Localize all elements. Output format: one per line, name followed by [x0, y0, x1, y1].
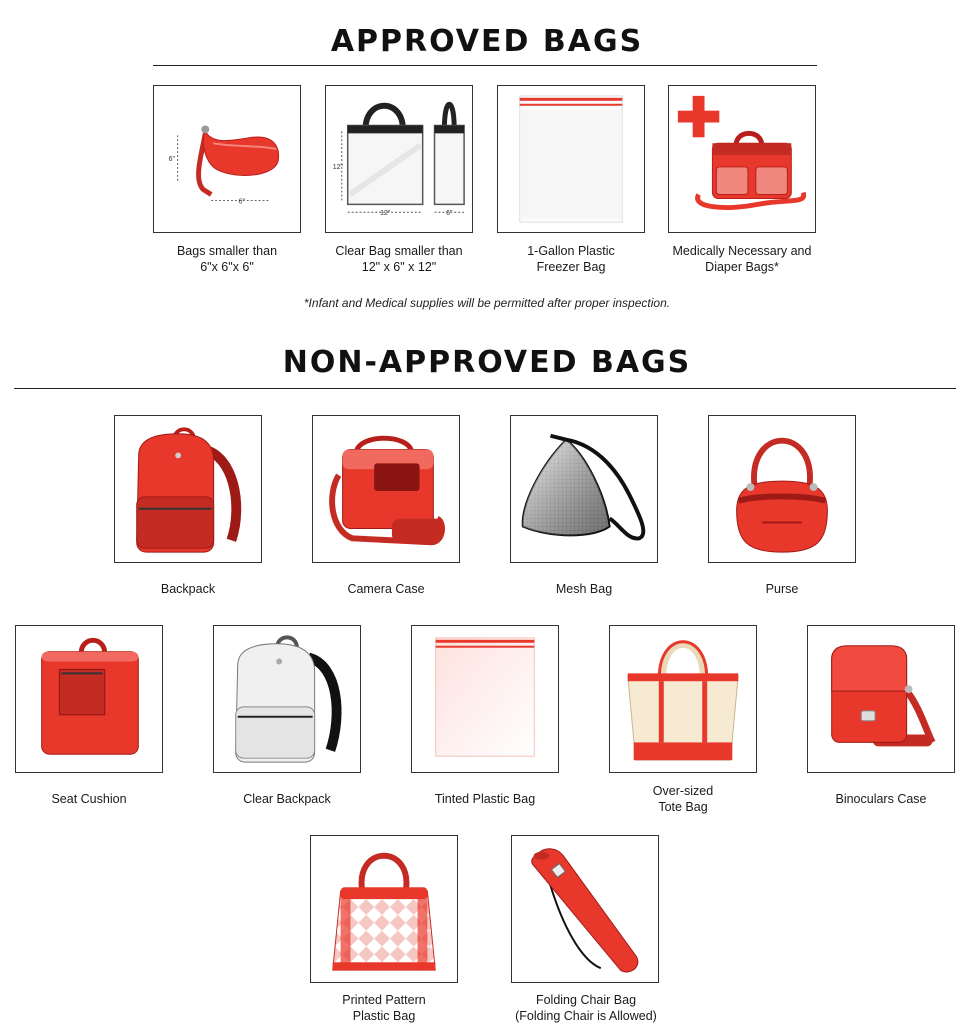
caption-tote-bag: Over-sized Tote Bag [652, 784, 714, 814]
caption-binoculars-case: Binoculars Case [835, 792, 927, 806]
caption-clear-backpack: Clear Backpack [243, 792, 331, 806]
approved-title: APPROVED BAGS [330, 24, 644, 59]
caption-backpack: Backpack [160, 582, 216, 596]
non-approved-item-mesh-bag [510, 415, 658, 563]
non-approved-item-clear-backpack [213, 625, 361, 773]
purse-icon [709, 416, 855, 562]
approved-item-small-bag [153, 85, 301, 233]
non-approved-item-printed-bag [310, 835, 458, 983]
small-bag-height-label: 6" [168, 155, 175, 163]
tote-bag-icon [610, 626, 756, 772]
approved-caption-small-bag: Bags smaller than 6"x 6"x 6" [176, 244, 278, 274]
camera-case-icon [313, 416, 459, 562]
binoculars-case-icon [808, 626, 954, 772]
caption-printed-bag: Printed Pattern Plastic Bag [342, 993, 426, 1023]
non-approved-item-camera-case [312, 415, 460, 563]
caption-tinted-plastic-bag: Tinted Plastic Bag [434, 792, 536, 806]
seat-cushion-icon [16, 626, 162, 772]
clear-tote-icon [326, 86, 472, 232]
approved-item-freezer-bag [497, 85, 645, 233]
folding-chair-bag-icon [512, 836, 658, 982]
small-bag-icon [154, 86, 300, 232]
approved-caption-freezer-bag: 1-Gallon Plastic Freezer Bag [527, 244, 615, 274]
backpack-icon [115, 416, 261, 562]
non-approved-title: NON-APPROVED BAGS [282, 345, 692, 380]
clear-backpack-icon [214, 626, 360, 772]
non-approved-item-tote-bag [609, 625, 757, 773]
caption-mesh-bag: Mesh Bag [555, 582, 613, 596]
approved-note: *Infant and Medical supplies will be permitted after proper inspection. [303, 296, 671, 310]
caption-folding-chair-bag: Folding Chair Bag (Folding Chair is Allowed) [515, 993, 657, 1023]
caption-seat-cushion: Seat Cushion [51, 792, 127, 806]
small-bag-width-label: 6" [238, 198, 245, 206]
caption-purse: Purse [765, 582, 799, 596]
caption-camera-case: Camera Case [347, 582, 425, 596]
approved-item-medical-bag [668, 85, 816, 233]
approved-caption-medical-bag: Medically Necessary and Diaper Bags* [672, 244, 812, 274]
tinted-plastic-bag-icon [412, 626, 558, 772]
clear-bag-height-label: 12" [332, 163, 343, 171]
printed-bag-icon [311, 836, 457, 982]
approved-item-clear-bag [325, 85, 473, 233]
medical-bag-icon [669, 86, 815, 232]
non-approved-item-binoculars-case [807, 625, 955, 773]
approved-caption-clear-bag: Clear Bag smaller than 12" x 6" x 12" [335, 244, 463, 274]
non-approved-item-folding-chair-bag [511, 835, 659, 983]
non-approved-item-seat-cushion [15, 625, 163, 773]
freezer-bag-icon [498, 86, 644, 232]
clear-bag-width-label: 12" [380, 210, 391, 218]
medical-cross-icon [678, 96, 719, 137]
non-approved-item-tinted-plastic-bag [411, 625, 559, 773]
approved-divider [153, 65, 817, 66]
non-approved-item-purse [708, 415, 856, 563]
non-approved-divider [14, 388, 956, 389]
mesh-bag-icon [511, 416, 657, 562]
clear-bag-depth-label: 6" [446, 210, 453, 218]
non-approved-item-backpack [114, 415, 262, 563]
